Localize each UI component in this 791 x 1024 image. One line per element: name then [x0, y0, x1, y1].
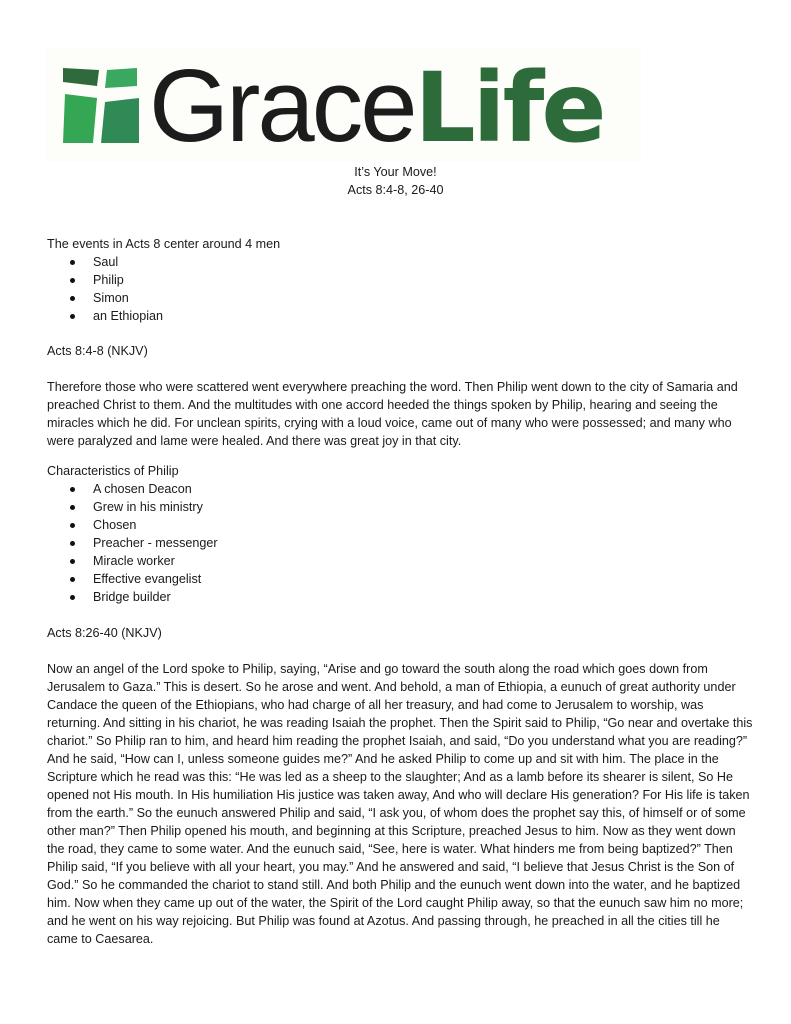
list-item-text: Philip [93, 273, 124, 287]
sermon-reference: Acts 8:4-8, 26-40 [347, 183, 444, 197]
logo-word-grace: Grace [149, 48, 415, 163]
list-item [47, 289, 753, 307]
logo-wordmark [149, 48, 604, 164]
bullet-icon [70, 505, 75, 510]
bullet-icon [70, 559, 75, 564]
list-item-text: Grew in his ministry [93, 500, 203, 514]
list-item [47, 570, 753, 588]
list-item-text: Simon [93, 291, 129, 305]
logo-pane-top-left [63, 68, 99, 86]
list-item-text: Preacher - messenger [93, 536, 218, 550]
list-item-text: Chosen [93, 518, 137, 532]
passage2-text: Now an angel of the Lord spoke to Philip, saying, “Arise and go toward the south along the road which goes down from Jerusalem to Gaza.” This is desert. So he arose and went. And behold, a man of Ethiopia, a eunuch of great authority under Candace the queen of the Ethiopians, who had charge of all her treasury, and had come to Jerusalem to worship, was returning. And sitting in his chariot, he was reading Isaiah the prophet. Then the Spirit said to Philip, “Go near and overtake this chariot.” So Philip ran to him, and heard him reading the prophet Isaiah, and said, “Do you understand what you are reading?” And he said, “How can I, unless someone guides me?” And he asked Philip to come up and sit with him. The place in the Scripture which he read was this: “He was led as a sheep to the slaughter; And as a lamb before its shearer is silent, So He opened not His mouth. In His humiliation His justice was taken away, And who will declare His generation? For His life is taken from the earth.” So the eunuch answered Philip and said, “I ask you, of whom does the prophet say this, of himself or of some other man?” Then Philip opened his mouth, and beginning at this Scripture, preached Jesus to him. Now as they went down the road, they came to some water. And the eunuch said, “See, here is water. What hinders me from being baptized?” Then Philip said, “If you believe with all your heart, you may.” And he answered and said, “I believe that Jesus Christ is the Son of God.” So he commanded the chariot to stand still. And both Philip and the eunuch went down into the water, and he baptized him. Now when they came up out of the water, the Spirit of the Lord caught Philip away, so that the eunuch saw him no more; and he went on his way rejoicing. But Philip was found at Azotus. And passing through, he preached in all the cities till he came to Caesarea. [47, 662, 753, 946]
men-list [47, 253, 753, 325]
list-item-text: Saul [93, 255, 119, 269]
logo-pane-bottom-left [63, 94, 97, 143]
list-item [47, 588, 753, 606]
list-item [47, 307, 753, 325]
logo-word-life: Life [414, 52, 604, 164]
passage1-heading: Acts 8:4-8 (NKJV) [47, 344, 148, 358]
bullet-icon [70, 487, 75, 492]
list-item [47, 516, 753, 534]
characteristics-heading: Characteristics of Philip [47, 464, 179, 478]
list-item [47, 498, 753, 516]
bullet-icon [70, 314, 75, 319]
bullet-icon [70, 278, 75, 283]
bullet-icon [70, 260, 75, 265]
list-item-text: A chosen Deacon [93, 482, 192, 496]
list-item [47, 271, 753, 289]
passage2-heading: Acts 8:26-40 (NKJV) [47, 626, 162, 640]
intro-text: The events in Acts 8 center around 4 men [47, 237, 281, 251]
sermon-title: It’s Your Move! [354, 165, 437, 179]
list-item-text: Miracle worker [93, 554, 175, 568]
list-item [47, 480, 753, 498]
bullet-icon [70, 523, 75, 528]
bullet-icon [70, 595, 75, 600]
characteristics-section [47, 462, 753, 606]
list-item [47, 552, 753, 570]
passage1-text: Therefore those who were scattered went everywhere preaching the word. Then Philip went down to the city of Samaria and preached Christ to them. And the multitudes with one accord heeded the things spoken by Philip, hearing and seeing the miracles which he did. For unclean spirits, crying with a loud voice, came out of many who were possessed; and many who were paralyzed and lame were healed. And there was great joy in that city. [47, 380, 738, 448]
intro-section [47, 235, 753, 325]
bullet-icon [70, 296, 75, 301]
bullet-icon [70, 577, 75, 582]
list-item [47, 534, 753, 552]
logo-pane-top-right [105, 68, 137, 88]
list-item-text: Effective evangelist [93, 572, 202, 586]
characteristics-list [47, 480, 753, 606]
logo-pane-bottom-right [101, 98, 139, 143]
list-item-text: an Ethiopian [93, 309, 164, 323]
list-item-text: Bridge builder [93, 590, 171, 604]
list-item [47, 253, 753, 271]
bullet-icon [70, 541, 75, 546]
gracelife-logo [45, 48, 641, 162]
cross-window-logo-icon [63, 68, 139, 143]
